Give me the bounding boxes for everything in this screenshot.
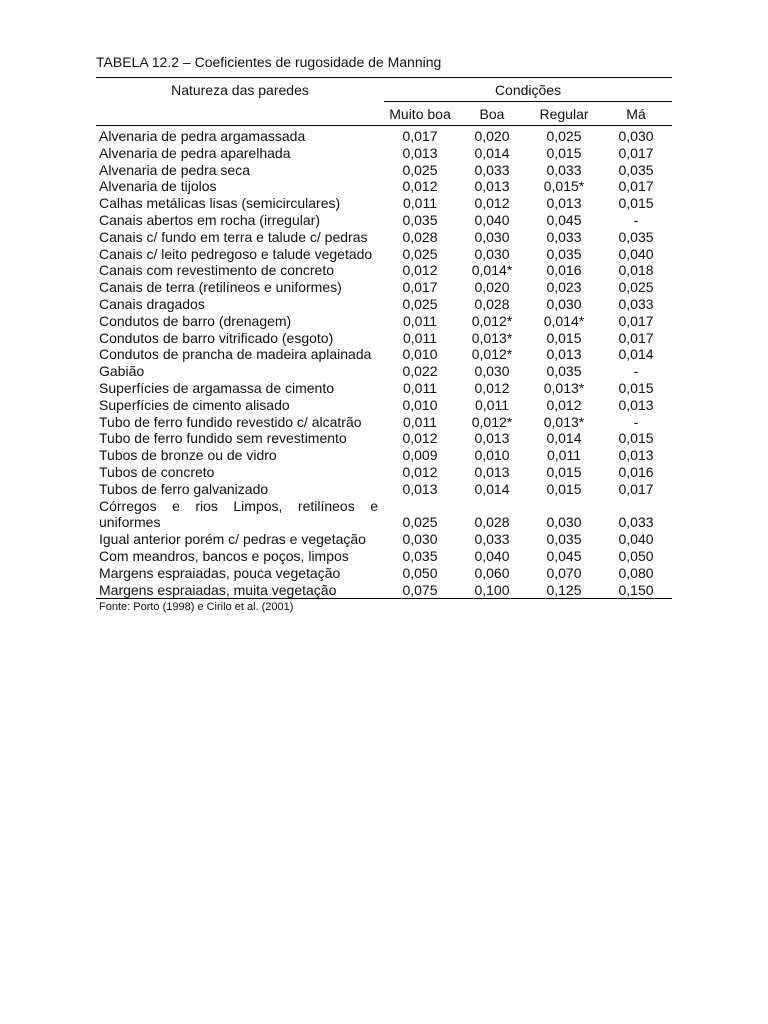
row-coefficient-muito-boa: 0,017 [402, 128, 438, 144]
table-row [96, 262, 672, 279]
row-coefficient-regular: 0,014* [543, 312, 585, 329]
row-wall-type: Canais abertos em rocha (irregular) [99, 211, 320, 228]
row-coefficient-regular: 0,033 [546, 161, 582, 178]
table-row [96, 162, 672, 179]
table-row [96, 229, 672, 246]
row-coefficient-ma: 0,015 [618, 379, 654, 396]
row-coefficient-muito-boa: 0,012 [402, 178, 438, 195]
table-row [96, 246, 672, 263]
row-coefficient-boa: 0,030 [474, 228, 510, 245]
table-row [96, 380, 672, 397]
row-coefficient-boa: 0,040 [474, 211, 510, 228]
table-row [96, 346, 672, 363]
row-coefficient-muito-boa: 0,022 [402, 363, 438, 380]
row-coefficient-muito-boa: 0,012 [402, 430, 438, 447]
row-coefficient-boa: 0,030 [474, 363, 510, 380]
row-coefficient-boa: 0,010 [474, 447, 510, 464]
row-coefficient-ma: 0,040 [618, 531, 654, 548]
row-coefficient-regular: 0,015 [546, 329, 582, 346]
row-coefficient-ma: 0,016 [618, 463, 654, 480]
row-coefficient-regular: 0,125 [528, 582, 600, 599]
row-coefficient-muito-boa: 0,010 [402, 396, 438, 413]
table-row [96, 195, 672, 212]
row-wall-type: Canais de terra (retilíneos e uniformes) [99, 279, 342, 296]
row-coefficient-boa: 0,013 [474, 463, 510, 480]
row-coefficient-boa: 0,028 [474, 514, 510, 531]
row-coefficient-ma: 0,035 [618, 228, 654, 245]
row-coefficient-ma: 0,050 [618, 547, 654, 564]
table-row [96, 330, 672, 347]
row-wall-type: Canais com revestimento de concreto [99, 262, 334, 279]
row-coefficient-regular: 0,030 [546, 514, 582, 531]
row-coefficient-regular: 0,033 [546, 228, 582, 245]
row-wall-type: Alvenaria de tijolos [99, 178, 217, 195]
table-row [96, 178, 672, 195]
table-source: Fonte: Porto (1998) e Cirilo et al. (2001) [99, 601, 294, 614]
row-coefficient-regular: 0,015* [543, 178, 585, 195]
table-row [96, 447, 672, 464]
row-coefficient-boa: 0,014 [474, 144, 510, 161]
row-wall-type: Tubo de ferro fundido revestido c/ alcatrão [99, 413, 362, 430]
row-coefficient-regular: 0,035 [546, 245, 582, 262]
row-wall-type: Superfícies de argamassa de cimento [99, 379, 335, 396]
row-coefficient-muito-boa: 0,075 [384, 582, 456, 599]
row-wall-type: Canais dragados [99, 295, 205, 312]
row-coefficient-muito-boa: 0,013 [402, 480, 438, 497]
row-coefficient-ma: 0,013 [618, 447, 654, 464]
table-row [96, 582, 672, 599]
row-coefficient-muito-boa: 0,030 [402, 531, 438, 548]
row-coefficient-regular: 0,035 [546, 363, 582, 380]
table-row [96, 279, 672, 296]
row-coefficient-muito-boa: 0,011 [403, 329, 437, 346]
row-coefficient-ma: - [633, 413, 639, 430]
table-row [96, 126, 672, 145]
row-coefficient-ma: 0,017 [618, 329, 654, 346]
row-coefficient-ma: 0,030 [618, 128, 654, 144]
row-coefficient-regular: 0,013 [546, 195, 582, 212]
row-coefficient-boa: 0,011 [475, 396, 509, 413]
row-coefficient-muito-boa: 0,011 [403, 312, 437, 329]
row-wall-type: Calhas metálicas lisas (semicirculares) [99, 195, 341, 212]
table-row [96, 397, 672, 414]
row-coefficient-boa: 0,020 [474, 128, 510, 144]
row-wall-type: Tubo de ferro fundido sem revestimento [99, 430, 347, 447]
row-wall-type: Canais c/ fundo em terra e talude c/ pedras [99, 228, 368, 245]
row-coefficient-ma: 0,013 [618, 396, 654, 413]
row-wall-type: Superfícies de cimento alisado [99, 396, 290, 413]
row-coefficient-boa: 0,033 [474, 161, 510, 178]
header-conditions: Condições [384, 78, 672, 102]
row-coefficient-muito-boa: 0,011 [403, 413, 437, 430]
header-col-ma: Má [600, 102, 672, 126]
row-coefficient-regular: 0,035 [546, 531, 582, 548]
table-row [96, 430, 672, 447]
row-coefficient-boa: 0,028 [474, 295, 510, 312]
row-coefficient-boa: 0,013* [471, 329, 513, 346]
row-wall-type: Condutos de barro (drenagem) [99, 312, 292, 329]
row-coefficient-regular: 0,013* [543, 379, 585, 396]
row-coefficient-ma: 0,025 [618, 279, 654, 296]
row-wall-type: Alvenaria de pedra aparelhada [99, 144, 291, 161]
row-coefficient-boa: 0,033 [474, 531, 510, 548]
row-coefficient-muito-boa: 0,012 [402, 463, 438, 480]
row-coefficient-muito-boa: 0,013 [402, 144, 438, 161]
row-coefficient-ma: 0,150 [600, 582, 672, 599]
row-coefficient-regular: 0,011 [547, 447, 581, 464]
row-wall-type: Tubos de ferro galvanizado [99, 480, 269, 497]
table-row [96, 296, 672, 313]
table-body [96, 126, 672, 599]
row-wall-type: Córregos e rios Limpos, retilíneos e uniformes [99, 497, 378, 531]
row-coefficient-boa: 0,012* [471, 312, 513, 329]
row-coefficient-ma: 0,017 [618, 480, 654, 497]
document-page [96, 53, 672, 614]
row-coefficient-boa: 0,013 [474, 430, 510, 447]
row-coefficient-regular: 0,014 [546, 430, 582, 447]
row-wall-type: Alvenaria de pedra seca [99, 161, 250, 178]
row-coefficient-regular: 0,013* [543, 413, 585, 430]
table-row [96, 212, 672, 229]
row-coefficient-ma: - [633, 363, 639, 380]
row-coefficient-muito-boa: 0,035 [402, 547, 438, 564]
row-wall-type: Canais c/ leito pedregoso e talude vegetado [99, 245, 373, 262]
row-coefficient-muito-boa: 0,010 [402, 346, 438, 363]
row-coefficient-muito-boa: 0,012 [402, 262, 438, 279]
row-coefficient-boa: 0,012 [474, 195, 510, 212]
row-wall-type: Tubos de concreto [99, 463, 215, 480]
row-coefficient-regular: 0,015 [546, 480, 582, 497]
row-coefficient-ma: 0,035 [618, 161, 654, 178]
row-coefficient-regular: 0,012 [546, 396, 582, 413]
row-coefficient-regular: 0,025 [546, 128, 582, 144]
row-coefficient-muito-boa: 0,011 [403, 379, 437, 396]
row-coefficient-boa: 0,012 [474, 379, 510, 396]
row-wall-type: Margens espraiadas, muita vegetação [96, 582, 384, 599]
row-coefficient-ma: 0,040 [618, 245, 654, 262]
row-coefficient-ma: 0,015 [618, 195, 654, 212]
row-wall-type: Tubos de bronze ou de vidro [99, 447, 277, 464]
row-coefficient-muito-boa: 0,011 [403, 195, 437, 212]
row-coefficient-boa: 0,012* [471, 413, 513, 430]
row-coefficient-regular: 0,045 [546, 547, 582, 564]
header-col-regular: Regular [528, 102, 600, 126]
row-wall-type: Com meandros, bancos e poços, limpos [99, 547, 349, 564]
row-wall-type: Condutos de barro vitrificado (esgoto) [99, 329, 334, 346]
row-coefficient-muito-boa: 0,050 [402, 564, 438, 581]
row-coefficient-ma: 0,017 [618, 178, 654, 195]
row-coefficient-regular: 0,045 [546, 211, 582, 228]
row-coefficient-ma: 0,017 [618, 144, 654, 161]
row-coefficient-ma: 0,080 [618, 564, 654, 581]
table-row [96, 481, 672, 498]
row-coefficient-ma: 0,033 [618, 295, 654, 312]
table-row [96, 313, 672, 330]
row-coefficient-regular: 0,015 [546, 144, 582, 161]
row-coefficient-ma: 0,014 [618, 346, 654, 363]
row-coefficient-regular: 0,030 [546, 295, 582, 312]
row-coefficient-muito-boa: 0,017 [402, 279, 438, 296]
header-col-muito-boa: Muito boa [384, 102, 456, 126]
manning-coefficients-table [96, 77, 672, 599]
table-row [96, 414, 672, 431]
table-row [96, 464, 672, 481]
row-coefficient-ma: 0,018 [618, 262, 654, 279]
row-coefficient-ma: - [633, 211, 639, 228]
row-coefficient-boa: 0,100 [456, 582, 528, 599]
row-coefficient-boa: 0,014* [471, 262, 513, 279]
row-coefficient-boa: 0,014 [474, 480, 510, 497]
table-row [96, 498, 672, 532]
row-coefficient-regular: 0,016 [546, 262, 582, 279]
row-coefficient-boa: 0,020 [474, 279, 510, 296]
row-coefficient-boa: 0,040 [474, 547, 510, 564]
table-row [96, 548, 672, 565]
row-wall-type: Alvenaria de pedra argamassada [99, 128, 306, 144]
row-coefficient-muito-boa: 0,035 [402, 211, 438, 228]
row-coefficient-muito-boa: 0,025 [402, 245, 438, 262]
row-coefficient-muito-boa: 0,025 [402, 514, 438, 531]
row-wall-type: Gabião [99, 363, 145, 380]
row-coefficient-muito-boa: 0,025 [402, 161, 438, 178]
row-coefficient-ma: 0,033 [618, 514, 654, 531]
row-coefficient-regular: 0,013 [546, 346, 582, 363]
row-coefficient-boa: 0,013 [474, 178, 510, 195]
row-coefficient-boa: 0,030 [474, 245, 510, 262]
row-wall-type: Margens espraiadas, pouca vegetação [99, 564, 341, 581]
row-coefficient-ma: 0,017 [618, 312, 654, 329]
header-nature: Natureza das paredes [96, 78, 384, 102]
row-coefficient-muito-boa: 0,028 [402, 228, 438, 245]
row-coefficient-boa: 0,060 [474, 564, 510, 581]
header-col-boa: Boa [456, 102, 528, 126]
row-coefficient-regular: 0,070 [546, 564, 582, 581]
row-coefficient-muito-boa: 0,009 [402, 447, 438, 464]
header-blank-cell [96, 102, 384, 126]
table-title: TABELA 12.2 – Coeficientes de rugosidade de Manning [96, 54, 442, 70]
row-wall-type: Igual anterior porém c/ pedras e vegetação [99, 531, 366, 548]
table-row [96, 363, 672, 380]
table-row [96, 531, 672, 548]
table-row [96, 145, 672, 162]
row-coefficient-muito-boa: 0,025 [402, 295, 438, 312]
row-coefficient-regular: 0,015 [546, 463, 582, 480]
row-coefficient-boa: 0,012* [471, 346, 513, 363]
row-wall-type: Condutos de prancha de madeira aplainada [99, 346, 372, 363]
row-coefficient-ma: 0,015 [618, 430, 654, 447]
table-row [96, 565, 672, 582]
row-coefficient-regular: 0,023 [546, 279, 582, 296]
